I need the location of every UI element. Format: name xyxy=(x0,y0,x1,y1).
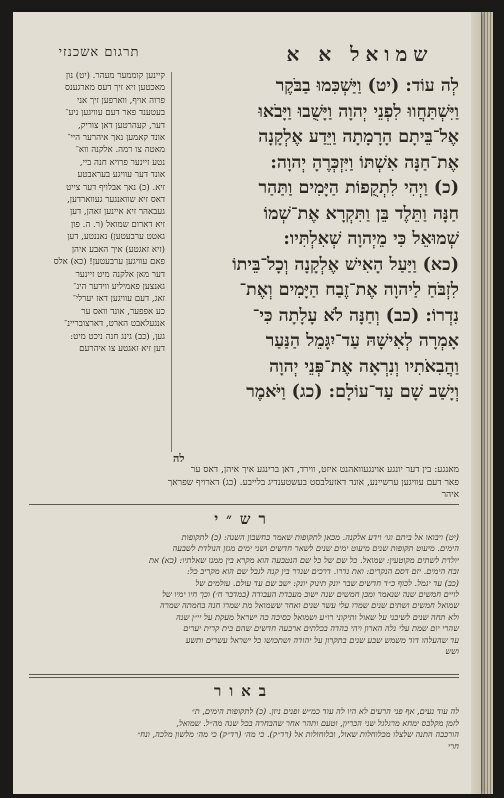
targum-line: איהר xyxy=(441,490,459,500)
main-text-line: וַיִּשְׁתַּחֲווּ לִפְנֵי יְהוָה וַיָּשֻׁבוּ וַיָּבֹאוּ xyxy=(258,101,459,122)
main-text-line: אֶת־חַנָּה אִשְׁתּוֹ וַיִּזְכְּרֶהָ יְהוָה: xyxy=(270,152,459,173)
main-text-line: שְׁמוּאֵל כִּי מֵיְהוָה שְׁאִלְתִּיו: xyxy=(283,229,459,249)
targum-line: אונד דער עוויגע בעראבטע xyxy=(77,170,165,181)
rashi-line: עד שהעלהו דוד משמש שבע שנים בתקרון על יהודה ושתכושו כל ישראל עשרים ותשע xyxy=(185,634,459,645)
section-divider xyxy=(29,504,459,505)
targum-line: גען, (כב) גינג חנה ניכט מיט: xyxy=(70,331,165,342)
running-header-targum-title: תרגום אשכנזי xyxy=(58,45,140,60)
biur-commentary xyxy=(29,706,459,752)
rashi-line: יולדת לשתים מקוטעין: שמואל. כל שם של כל שם הנטבעה הוא מקרא בין ממנו שאלתיו: (כא) את xyxy=(148,554,459,565)
targum-line: כע אפפער, אונד וואס ער xyxy=(81,306,165,317)
targum-line: אונד קאמען נאך איהרער היי־ xyxy=(67,133,165,144)
main-text-line: אָמְרָה לְאִישָׁהּ עַד־יִגָּמֵל הַנַּעַר xyxy=(265,331,459,351)
targum-line: בעטענד פאר דעם עוויגען ניע־ xyxy=(65,108,165,119)
targum-line: גאנצען פאמיליע ווידער הינ־ xyxy=(73,281,165,292)
main-text-line: וְיָשַׁב שָׁם עַד־עוֹלָם: (כג) וַיֹּאמֶר xyxy=(246,382,459,402)
main-text-line: לִזְבֹּחַ לַיהוָה אֶת־זֶבַח הַיָּמִים וְאֶת־ xyxy=(239,280,459,300)
main-text-line: לְה עוֹד: (יט) וַיַּשְׁכִּמוּ בַבֹּקֶר xyxy=(275,76,459,96)
targum-line: דער, קעהרטען דאן צוריק, xyxy=(77,120,165,131)
targum-column xyxy=(29,70,165,355)
rashi-line: לויים חמשים שנה שנאמר ומבן חמשים שנה ישוב מעבדת העבודה (במדבר ח׳) וכך חיו ימיו של xyxy=(162,589,459,600)
main-text-line: (כא) וַיַּעַל הָאִישׁ אֶלְקָנָה וְכָל־בֵּיתוֹ xyxy=(232,254,459,275)
targum-line: פאר דעם עוויגען ערשיינע, אונד דאזעלבסט בעשטענדיג בלייבע. (כג) דארויף שפראך xyxy=(167,477,459,488)
targum-line: נטע זיינער פרויא חנה ביי, xyxy=(79,157,165,168)
targum-line: פאם עוויגען ערבעטען! (כא) אלס xyxy=(53,257,165,268)
rashi-line: (יט) ויבואו אל ביתם וגו׳ וידע אלקנה. מכאן לתקופות שאמר בחשבון השנה: (כ) לתקופות xyxy=(181,532,459,542)
targum-line: מאכטען זיא זיך דעס מארגענס xyxy=(64,83,165,94)
biur-line: לה עוד נעים, אף פני הרעים לא היו לה עוד כמ״ש ופנים ניזן. (כ) לתקופות הימים, ת״ xyxy=(191,706,459,716)
main-text-line: חַנָּה וַתֵּלֶד בֵּן וַתִּקְרָא אֶת־שְׁמוֹ xyxy=(263,203,459,224)
targum-line: זאג, דעם עוויגען דאז יערלי־ xyxy=(72,294,165,305)
rashi-line: ולא תחה שנים לשיבני על שאול ותיקוני רו״ע ושמואל כסיכה כה ישראל מעקת על יי״ן שנה xyxy=(175,611,459,622)
biur-line: חרי xyxy=(447,740,459,751)
running-header-book-title: שמואל א א xyxy=(286,42,434,66)
book-page-edges xyxy=(481,12,493,794)
targum-line: דען זיא זאגטע צו איהרעם xyxy=(79,343,165,354)
targum-line: זיא דארום שמואל (ר. ה. פון xyxy=(71,219,165,230)
main-text-column xyxy=(181,74,459,406)
targum-line: קיינען קוממער מעהר. (יט) נון xyxy=(65,71,165,81)
rashi-line: (כב) עד יגמל. לכוף כ״ד חדשים שבר יונק תינוק יונק: ישב שם עד עולם. עולמים של xyxy=(195,577,459,588)
main-text-line: נִדְרוֹ: (כב) וְחַנָּה לֹא עָלָתָה כִּי־ xyxy=(252,305,459,326)
main-text-line: אֶל־בֵּיתָם הָרָמָתָה וַיֵּדַע אֶלְקָנָה xyxy=(258,127,459,147)
targum-continuation xyxy=(29,464,459,502)
section-divider xyxy=(29,674,459,675)
rashi-line: זבח הימים. יזם דסם הנקרים: ואת נדרו. דרכים שנדר בין קנה לגבל שם הוא מקריב כל: xyxy=(187,566,459,577)
biur-line: הורכבה התנה שלצלו מכלוחלות שאול, ובלוחולות אל (רד״ק). כי מה׳ (רד״ק) כי מה׳ מלשון מלכה, ונח״ xyxy=(137,729,459,740)
biur-line: לזמן מקלבס ימחא מרגלגל שני הכריון, וטעם ותהר אחר שהבחרה בכל שנה מה״ל. שמואל, xyxy=(176,717,459,728)
biur-heading: באור xyxy=(213,682,275,700)
section-divider xyxy=(29,677,459,678)
catchword: לה xyxy=(173,452,185,465)
column-divider xyxy=(171,72,172,452)
targum-line: אנגעלאבט הארט, דארצובריינ־ xyxy=(63,319,165,330)
book-page xyxy=(13,12,481,794)
targum-line: פרוה אויף, ווארפען זיך אני xyxy=(77,95,165,106)
main-text-line: (כ) וַיְהִי לִתְקֻפוֹת הַיָּמִים וַתַּהַר xyxy=(258,178,459,198)
page-gutter-shadow xyxy=(471,12,481,794)
main-text-line: וַהֲבִאֹתִיו וְנִרְאָה אֶת־פְּנֵי יְהוָה xyxy=(269,356,459,377)
targum-line: געבאהר זיא איינען זאהן, דען xyxy=(69,207,165,218)
targum-line: מאנגע: בין דער יונגע אוינגעוואהנט איזט, ווירד, דאן ברינגע איך איהן, דאס ער xyxy=(190,465,459,475)
rashi-line: הימים. מיעוט תקופות שנים מיעוט ימים שנים לשאר חדשים ושני ימים מגזן הנולדת לשבעה xyxy=(172,543,459,554)
targum-line: זיא. (כ) נאך אבלויף דער צייט xyxy=(66,182,165,193)
rashi-line: ושש xyxy=(445,646,459,657)
targum-line: גאטט ערבעטען) נאננטע, דען xyxy=(67,232,165,243)
targum-line: דער מאן אלקנה מיט זיינער xyxy=(75,269,165,280)
targum-line: דאס זיא שוואנגער געווארדען, xyxy=(67,195,165,206)
rashi-line: שהרי יום שמת עלי נלה הארון ויהי בהדה בכלתים ארבעה חדשים שהם בית קרית יערים xyxy=(183,623,459,634)
targum-line: (זיא זאגטע) איך האבע איהן xyxy=(71,244,165,255)
targum-line: מאטה צו רמה. אלקנה ווא־ xyxy=(75,145,165,156)
rashi-heading: רש״י xyxy=(214,510,274,528)
rashi-line: שמואל חמשים ושתים שנים שמרו עלי עשר שנים ואחר ששמואל מת שמרו חנה בחמתה שמרה xyxy=(159,600,459,611)
rashi-commentary xyxy=(29,532,459,657)
